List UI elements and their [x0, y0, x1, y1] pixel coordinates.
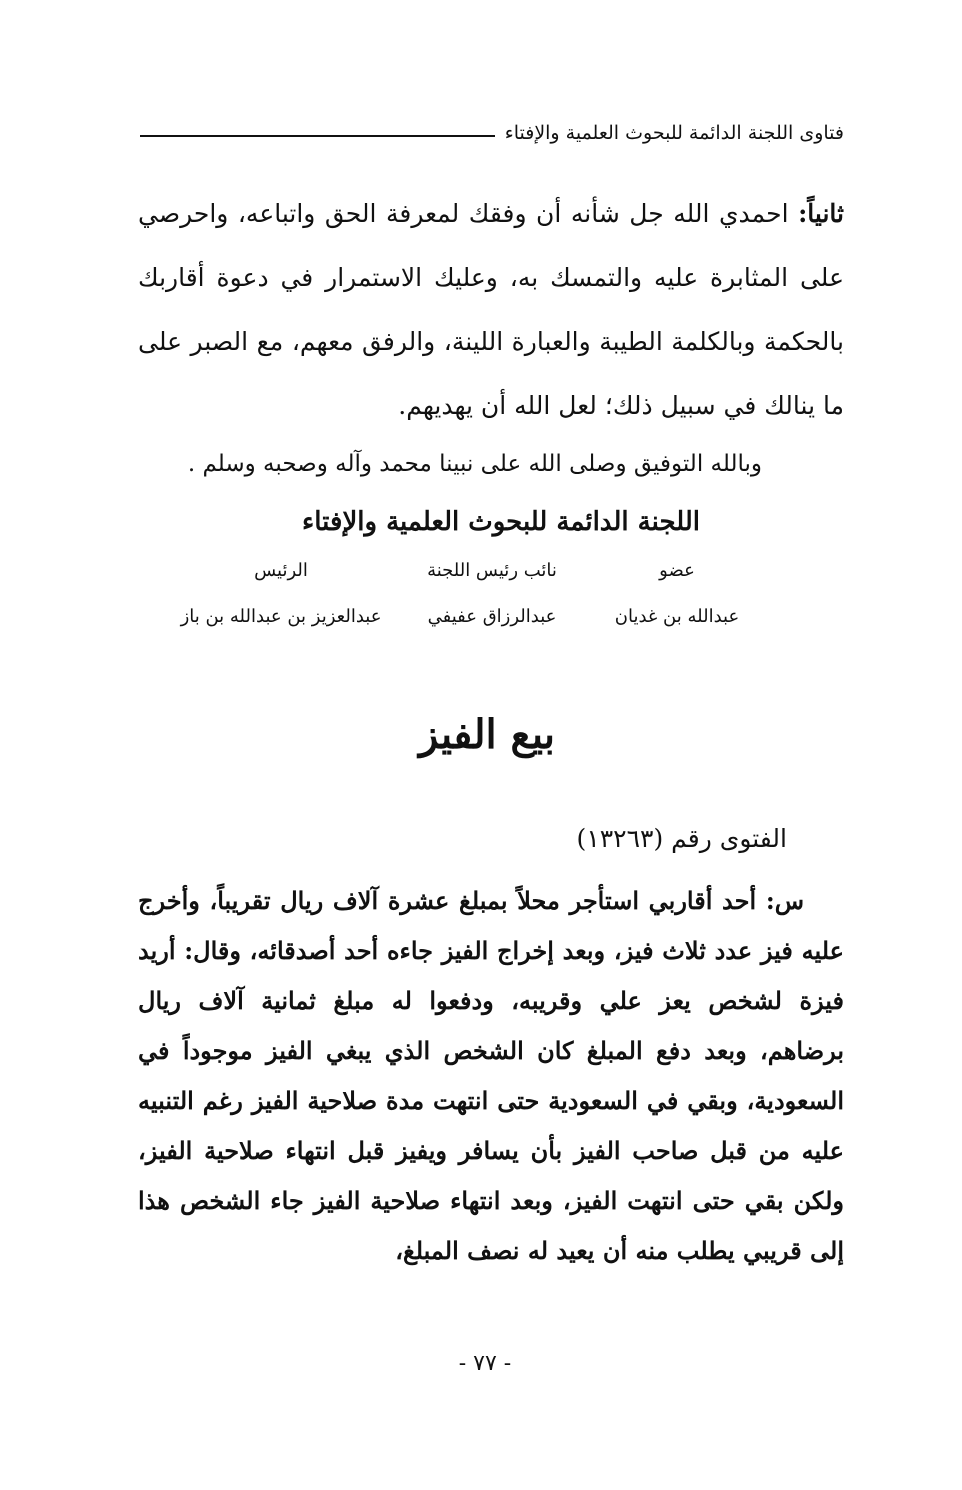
- header-rule: [140, 135, 495, 137]
- question-paragraph: [138, 876, 844, 1276]
- signatory-name-chair: عبدالعزيز بن عبدالله بن باز: [180, 606, 382, 627]
- signatory-names: [170, 606, 762, 627]
- signatory-name-member: عبدالله بن غديان: [614, 606, 740, 627]
- signatory-roles: [170, 560, 762, 581]
- answer-text: احمدي الله جل شأنه أن وفقك لمعرفة الحق واتباعه، واحرصي على المثابرة عليه والتمسك به، وعليك الاستمرار في دعوة أقاربك بالحكمة وبالكلمة الطيبة والعبارة اللينة، والرفق معهم، مع الصبر على ما ينالك في سبيل ذلك؛ لعل الله أن يهديهم.: [138, 199, 844, 420]
- running-header: [140, 118, 844, 148]
- question-text: أحد أقاربي استأجر محلاً بمبلغ عشرة آلاف ريال تقريباً، وأخرج عليه فيز عدد ثلاث فيز، وبعد إخراج الفيز جاءه أحد أصدقائه، وقال: أريد فيزة لشخص يعز علي وقريبه، ودفعوا له مبلغ ثمانية آلاف ريال برضاهم، وبعد دفع المبلغ كان الشخص الذي يبغي الفيز موجوداً في السعودية، وبقي في السعودية حتى انتهت مدة صلاحية الفيز رغم التنبيه عليه من قبل صاحب الفيز بأن يسافر ويفيز قبل انتهاء صلاحية الفيز، ولكن بقي حتى انتهت الفيز، وبعد انتهاء صلاحية الفيز جاء الشخص هذا إلى قريبي يطلب منه أن يعيد له نصف المبلغ،: [138, 886, 845, 1265]
- committee-title: اللجنة الدائمة للبحوث العلمية والإفتاء: [302, 507, 700, 537]
- signatory-role-chair: الرئيس: [254, 560, 308, 581]
- closing-formula: وبالله التوفيق وصلى الله على نبينا محمد وآله وصحبه وسلم .: [187, 451, 762, 477]
- page-number: - ٧٧ -: [458, 1351, 512, 1376]
- signatory-role-vice-chair: نائب رئيس اللجنة: [427, 560, 557, 581]
- signatory-role-member: عضو: [659, 560, 695, 581]
- answer-lead: ثانياً:: [798, 199, 844, 228]
- signatory-name-vice-chair: عبدالرزاق عفيفي: [427, 606, 557, 627]
- running-header-title: فتاوى اللجنة الدائمة للبحوث العلمية والإفتاء: [504, 122, 844, 144]
- fatwa-number: الفتوى رقم (١٣٢٦٣): [576, 824, 787, 853]
- answer-paragraph: [138, 182, 844, 438]
- section-title: بيع الفيز: [418, 711, 556, 758]
- question-lead: س:: [765, 886, 805, 915]
